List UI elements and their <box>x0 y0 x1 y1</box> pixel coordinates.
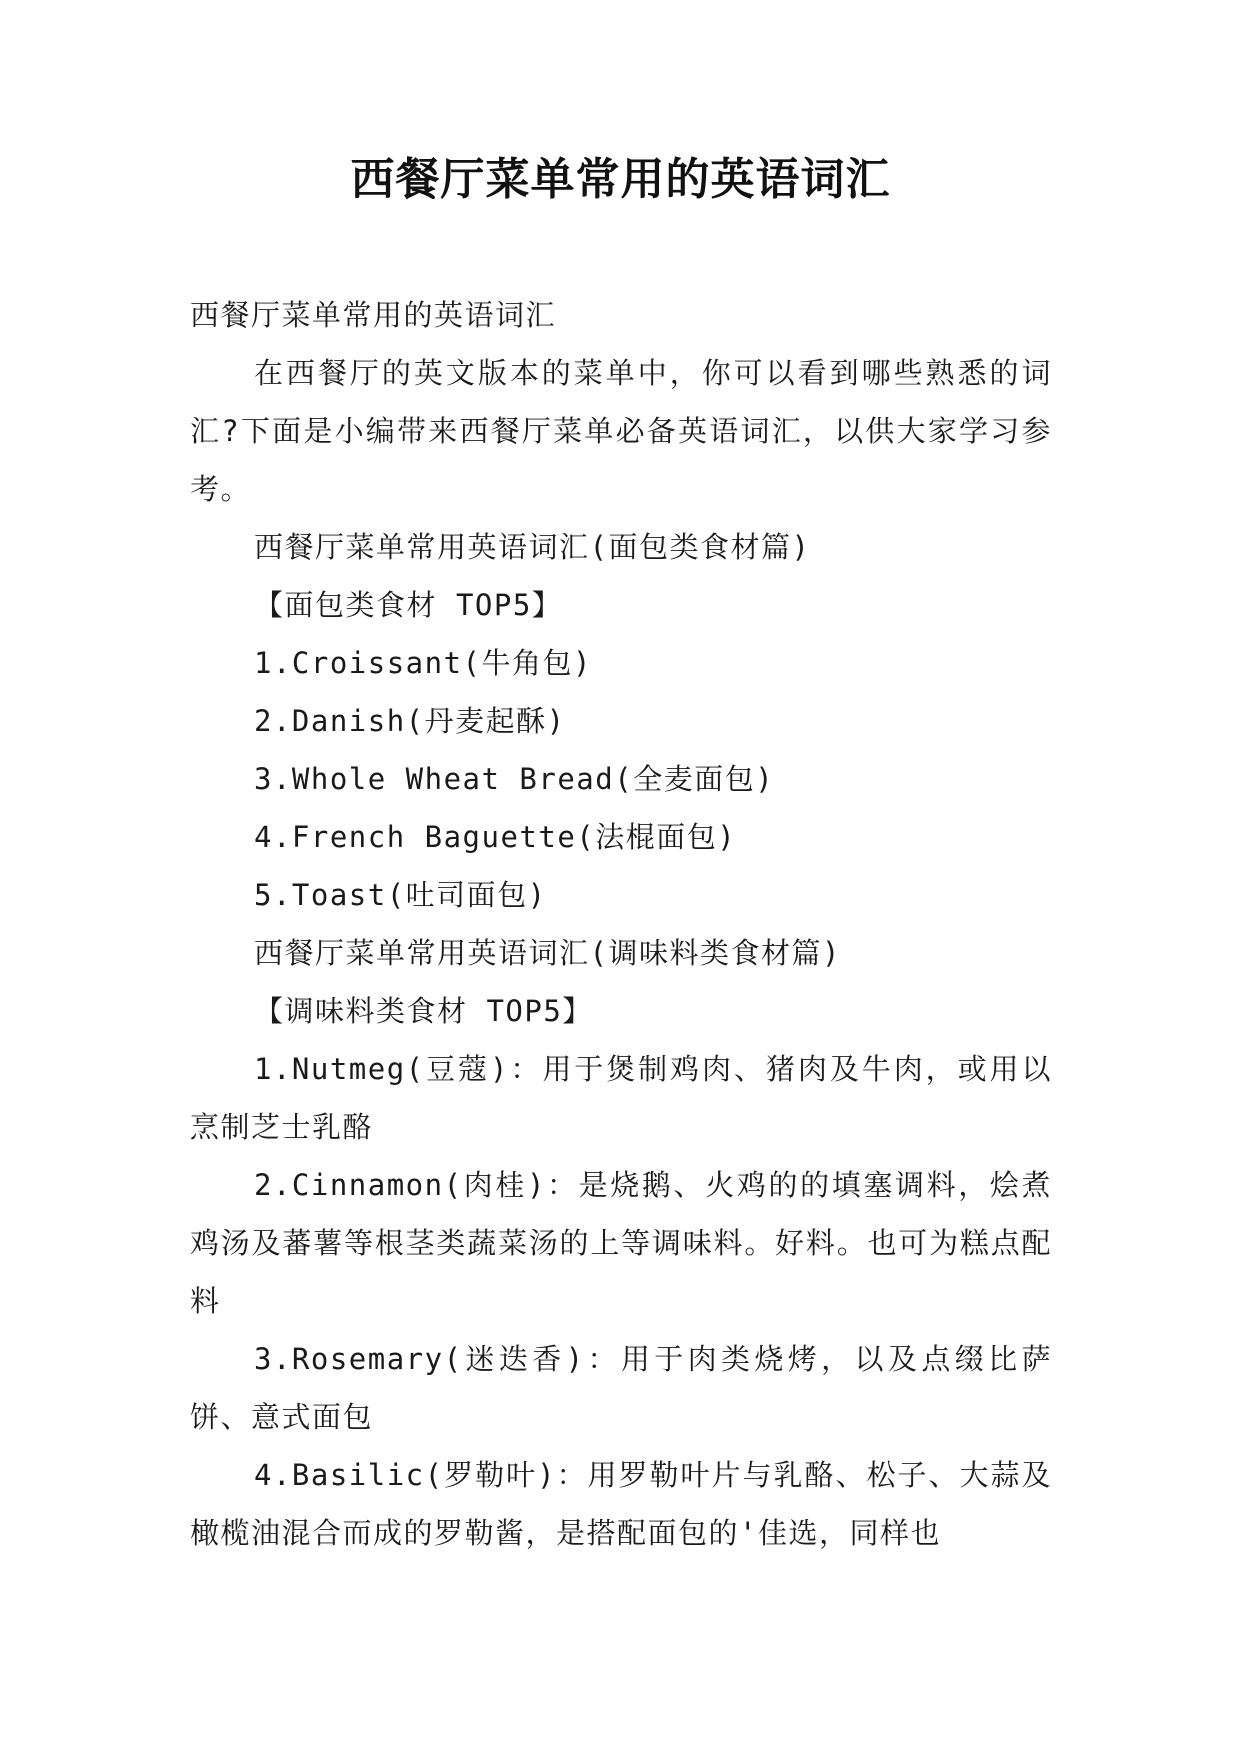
subtitle-paragraph: 西餐厅菜单常用的英语词汇 <box>190 298 557 332</box>
list-item: 3.Rosemary(迷迭香)：用于肉类烧烤，以及点缀比萨饼、意式面包 <box>190 1342 1052 1434</box>
list-item: 1.Nutmeg(豆蔻)：用于煲制鸡肉、猪肉及牛肉，或用以烹制芝士乳酪 <box>190 1052 1052 1144</box>
list-item: 2.Danish(丹麦起酥) <box>254 704 566 738</box>
list-item: 1.Croissant(牛角包) <box>254 646 592 680</box>
list-item: 4.Basilic(罗勒叶)：用罗勒叶片与乳酪、松子、大蒜及橄榄油混合而成的罗勒酱，是搭配面包的'佳选，同样也 <box>190 1458 1052 1550</box>
list-item: 4.French Baguette(法棍面包) <box>254 820 737 854</box>
section-heading-seasoning: 西餐厅菜单常用英语词汇(调味料类食材篇) <box>254 936 841 970</box>
list-heading-bread: 【面包类食材 TOP5】 <box>254 588 563 622</box>
document-title: 西餐厅菜单常用的英语词汇 <box>350 154 891 205</box>
list-item: 2.Cinnamon(肉桂)：是烧鹅、火鸡的的填塞调料，烩煮鸡汤及蕃薯等根茎类蔬菜汤的上等调味料。好料。也可为糕点配料 <box>190 1168 1052 1318</box>
list-heading-seasoning: 【调味料类食材 TOP5】 <box>254 994 593 1028</box>
intro-paragraph: 在西餐厅的英文版本的菜单中，你可以看到哪些熟悉的词汇?下面是小编带来西餐厅菜单必备英语词汇，以供大家学习参考。 <box>190 356 1052 506</box>
section-heading-bread: 西餐厅菜单常用英语词汇(面包类食材篇) <box>254 530 811 564</box>
list-item: 3.Whole Wheat Bread(全麦面包) <box>254 762 775 796</box>
list-item: 5.Toast(吐司面包) <box>254 878 547 912</box>
document-body <box>190 286 1052 1562</box>
